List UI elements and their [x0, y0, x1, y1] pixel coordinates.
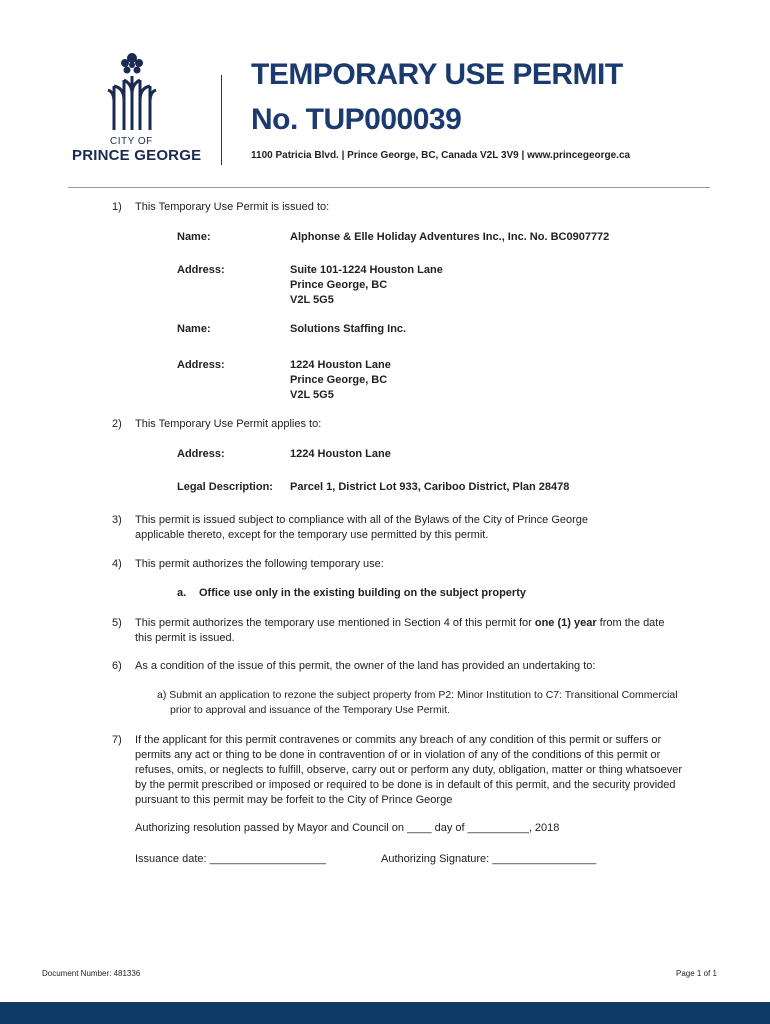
city-logo [70, 50, 202, 165]
issuee-2-name-value: Solutions Staffing Inc. [290, 323, 407, 335]
section-7-line-5: pursuant to this permit may be forfeit to the City of Prince George [135, 794, 453, 806]
permit-duration: one (1) year [534, 617, 597, 629]
section-3-line-2: applicable thereto, except for the temporary use permitted by this permit. [135, 529, 489, 541]
section-7-line-2: permits any act or thing to be done in contravention of or in violation of any of the conditions of this permit or [135, 749, 661, 761]
section-5-line-2: this permit is issued. [135, 632, 235, 644]
issuee-2-name-label: Name: [177, 323, 211, 335]
document-title: TEMPORARY USE PERMIT [251, 58, 623, 91]
issuee-1-name-label: Name: [177, 231, 211, 243]
section-5-number: 5) [112, 617, 122, 629]
section-5-line-1-post: from the date [596, 617, 665, 629]
section-7-number: 7) [112, 734, 122, 746]
issuee-1-address-line-3: V2L 5G5 [290, 294, 334, 306]
section-4-item-marker: a. [177, 587, 187, 599]
city-emblem-icon [106, 50, 158, 134]
section-2-text: This Temporary Use Permit applies to: [135, 418, 322, 430]
legal-description-label: Legal Description: [177, 481, 273, 493]
issuee-1-address-line-2: Prince George, BC [290, 279, 388, 291]
issuee-2-address-line-1: 1224 Houston Lane [290, 359, 391, 371]
section-1-text: This Temporary Use Permit is issued to: [135, 201, 330, 213]
section-4-number: 4) [112, 558, 122, 570]
section-3-line-1: This permit is issued subject to compliance with all of the Bylaws of the City of Prince George [135, 514, 589, 526]
authorizing-signature: Authorizing Signature: _________________ [381, 853, 597, 865]
section-7-line-3: refuses, omits, or neglects to fulfill, observe, carry out or perform any duty, obligation, matter or thing whatsoever [135, 764, 682, 776]
issuee-2-address-line-2: Prince George, BC [290, 374, 388, 386]
section-6-item-line-2: prior to approval and issuance of the Temporary Use Permit. [170, 704, 450, 716]
section-4-item-text: Office use only in the existing building on the subject property [199, 587, 526, 599]
issuee-1-address-label: Address: [177, 264, 225, 276]
issuee-1-name-value: Alphonse & Elle Holiday Adventures Inc., Inc. No. BC0907772 [290, 231, 610, 243]
section-5-line-1 [135, 616, 664, 631]
header-rule [68, 187, 710, 188]
logo-line-city-of: CITY OF [110, 136, 153, 147]
section-6-number: 6) [112, 660, 122, 672]
section-6-text: As a condition of the issue of this permit, the owner of the land has provided an undertaking to: [135, 660, 596, 672]
page-indicator: Page 1 of 1 [676, 969, 717, 978]
authorizing-resolution: Authorizing resolution passed by Mayor and Council on ____ day of __________, 2018 [135, 822, 560, 834]
section-2-number: 2) [112, 418, 122, 430]
section-4-text: This permit authorizes the following temporary use: [135, 558, 384, 570]
property-address-label: Address: [177, 448, 225, 460]
contact-line: 1100 Patricia Blvd. | Prince George, BC, Canada V2L 3V9 | www.princegeorge.ca [251, 150, 631, 161]
legal-description-value: Parcel 1, District Lot 933, Cariboo District, Plan 28478 [290, 481, 570, 493]
issuee-1-address-line-1: Suite 101-1224 Houston Lane [290, 264, 443, 276]
header-divider [221, 75, 222, 165]
section-5-line-1-pre: This permit authorizes the temporary use mentioned in Section 4 of this permit for [135, 617, 535, 629]
section-1-number: 1) [112, 201, 122, 213]
document-number: Document Number: 481336 [42, 969, 141, 978]
issuee-2-address-line-3: V2L 5G5 [290, 389, 334, 401]
section-7-line-1: If the applicant for this permit contravenes or commits any breach of any condition of this permit or suffers or [135, 734, 662, 746]
section-3-number: 3) [112, 514, 122, 526]
logo-line-prince-george: PRINCE GEORGE [72, 147, 202, 164]
issuee-2-address-label: Address: [177, 359, 225, 371]
issuance-date: Issuance date: ___________________ [135, 853, 326, 865]
footer-bar [0, 1002, 770, 1024]
section-7-line-4: by the permit prescribed or imposed or required to be done is in default of this permit, and the security provided [135, 779, 676, 791]
property-address-value: 1224 Houston Lane [290, 448, 391, 460]
permit-number: No. TUP000039 [251, 103, 462, 136]
section-6-item-line-1: a) Submit an application to rezone the subject property from P2: Minor Institution to C7: Transitional Commercial [157, 689, 678, 701]
